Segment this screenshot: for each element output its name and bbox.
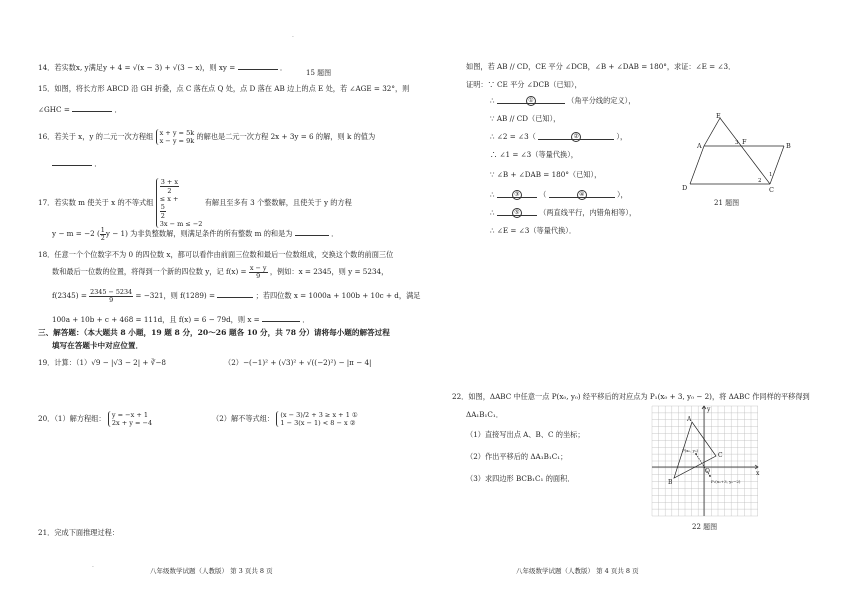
question-22-cont: ΔA₁B₁C₁． [466, 410, 503, 419]
top-mark: · [292, 34, 294, 41]
question-18-line4: 100a + 10b + c + 468 = 111d，且 f(x) = 6 − 79d，则 x = ． [52, 315, 310, 324]
question-15-cont: ∠GHC = ． [38, 105, 122, 114]
answer-blank-17[interactable] [295, 228, 329, 236]
proof-blank-4[interactable]: ④ [549, 190, 615, 198]
question-17: 17．若实数 m 使关于 x 的不等式组 $\frac{3 + x}{2}$ ≤ x + $\frac{5}{2}$ 3x − m ≤ −2 有解且至多有 3 个整数解，且使关于 y 的方程 [38, 178, 352, 228]
answer-blank-15[interactable] [72, 104, 112, 112]
question-18: 18．任意一个个位数字不为 0 的四位数 x，都可以看作由前面三位数和最后一位数组成，交换这个数的前面三位 [38, 250, 394, 259]
proof-step-1: 证明：∵ CE 平分 ∠DCB（已知）， [466, 80, 582, 89]
fig21-label-1: 1 [769, 172, 773, 178]
proof-blank-3[interactable]: ③ [497, 190, 537, 198]
footer-mark: · [92, 564, 94, 571]
question-21-intro: 如图，若 AB // CD，CE 平分 ∠DCB，∠B + ∠DAB = 180°，求证：∠E = ∠3． [466, 62, 736, 71]
proof-blank-1[interactable]: ① [497, 96, 565, 104]
question-20-part1: 20．（1）解方程组： y = −x + 1 2x + y = −4 [38, 411, 153, 427]
answer-blank-18b[interactable] [262, 314, 300, 322]
answer-blank-18a[interactable] [217, 290, 253, 298]
fig21-label-f: F [742, 138, 747, 146]
proof-step-6: ∵ ∠B + ∠DAB = 180°（已知）， [490, 170, 602, 179]
proof-step-9: ∴ ∠E = ∠3（等量代换）． [490, 226, 577, 235]
proof-step-8: ∴ ⑤ （两直线平行，内错角相等）， [490, 208, 637, 217]
fig21-label-d: D [682, 184, 688, 192]
question-21: 21．完成下面推理过程： [38, 528, 120, 537]
question-14: 14．若实数x, y满足y + 4 = √(x − 3) + √(3 − x)，则 xy = ． [38, 63, 288, 72]
fig21-label-3: 3 [735, 140, 739, 146]
fig21-label-c: C [769, 186, 774, 194]
fig21-label-2: 2 [758, 178, 762, 184]
fig22-label-b: B [668, 479, 673, 486]
fig22-label-p1: P₁(x₀+3, y₀−2) [711, 479, 741, 484]
system-20b: (x − 3)/2 + 3 ≥ x + 1 ① 1 − 3(x − 1) < 8 − x ② [276, 411, 357, 427]
question-16-answer: ． [52, 158, 102, 168]
figure-22 [652, 404, 762, 531]
question-22-part1: （1）直接写出点 A、B、C 的坐标； [466, 430, 585, 439]
fig22-label-y: y [707, 406, 711, 413]
footer-right: 八年级数学试题（人教版） 第 4 页共 8 页 [516, 567, 639, 575]
proof-step-7: ∴ ③ （ ④ ）， [490, 190, 628, 199]
question-19-part1: 19．计算：（1）√9 − |√3 − 2| + ∛−8 [38, 358, 166, 367]
answer-blank-14[interactable] [238, 62, 278, 70]
question-17-cont: y − m = −2 ( $\frac{1}{2}$ y − 1) 为非负整数解，则满足条件的所有整数 m 的和是为 ． [52, 225, 339, 242]
question-19-part2: （2）−(−1)² + (√3)² + √((−2)²) − |π − 4| [224, 358, 372, 367]
fig22-label-p: P(x₀, y₀) [682, 448, 699, 453]
fig21-label-e: E [716, 112, 721, 120]
question-18-line3: f(2345) = $\frac{2345 - 5234}{9}$ = −321，则 f(1289) = ；若四位数 x = 1000a + 100b + 10c + d，满足 [52, 287, 421, 304]
figure-21-caption: 21 题图 [714, 199, 740, 207]
figure-21 [680, 112, 800, 206]
system-17: $\frac{3 + x}{2}$ ≤ x + $\frac{5}{2}$ 3x − m ≤ −2 [156, 178, 203, 228]
fig22-label-x: x [756, 470, 760, 477]
section-3-heading-cont: 填写在答题卡中对应位置． [52, 341, 144, 350]
proof-step-5: ∴ ∠1 = ∠3（等量代换）， [490, 150, 578, 159]
proof-step-2: ∴ ① （角平分线的定义）， [490, 96, 636, 105]
proof-step-3: ∵ AB // CD（已知）， [490, 114, 561, 123]
question-22-part2: （2）作出平移后的 ΔA₁B₁C₁； [466, 452, 568, 461]
question-22-part3: （3）求四边形 BCB₁C₁ 的面积． [466, 474, 575, 483]
answer-blank-16[interactable] [52, 158, 92, 166]
fig22-label-o: O [705, 468, 710, 475]
question-16: 16．若关于 x，y 的二元一次方程组 x + y = 5k x − y = 9k 的解也是二元一次方程 2x + 3y = 6 的解，则 k 的值为 [38, 129, 376, 145]
question-18-line2: 数和最后一位数的位置，将得到一个新的四位数 y，记 f(x) = $\frac{x - y}{9}$ ，例如：x = 2345，则 y = 5234， [52, 263, 389, 280]
footer-left: 八年级数学试题（人教版） 第 3 页共 8 页 [150, 567, 273, 575]
question-15: 15．如图，将长方形 ABCD 沿 GH 折叠，点 C 落在点 Q 处，点 D 落在 AB 边上的点 E 处，若 ∠AGE = 32°，则 [38, 84, 410, 93]
figure-22-caption: 22 题图 [692, 523, 718, 531]
figure-15-caption: 15 题图 [306, 69, 332, 77]
fig22-label-a: A [687, 416, 692, 423]
section-3-heading: 三、解答题：（本大题共 8 小题，19 题 8 分，20～26 题各 10 分，共 78 分）请将每小题的解答过程 [38, 328, 390, 337]
proof-step-4: ∴ ∠2 = ∠3（ ② ）， [490, 132, 628, 141]
right-column [430, 0, 860, 608]
fig21-label-b: B [786, 142, 791, 150]
question-22: 22．如图，ΔABC 中任意一点 P(x₀, y₀) 经平移后的对应点为 P₁(x₀ + 3, y₀ − 2)，将 ΔABC 作同样的平移得到 [452, 392, 810, 401]
fig21-label-a: A [697, 142, 702, 150]
proof-blank-5[interactable]: ⑤ [497, 208, 537, 216]
figure-21-diagram [680, 112, 800, 202]
question-20-part2: （2）解不等式组： (x − 3)/2 + 3 ≥ x + 1 ① 1 − 3(x − 1) < 8 − x ② [212, 411, 358, 427]
system-20a: y = −x + 1 2x + y = −4 [108, 411, 152, 427]
figure-22-grid [652, 404, 762, 520]
system-16: x + y = 5k x − y = 9k [156, 129, 195, 145]
proof-blank-2[interactable]: ② [538, 132, 614, 140]
fig22-label-c: C [718, 452, 723, 459]
